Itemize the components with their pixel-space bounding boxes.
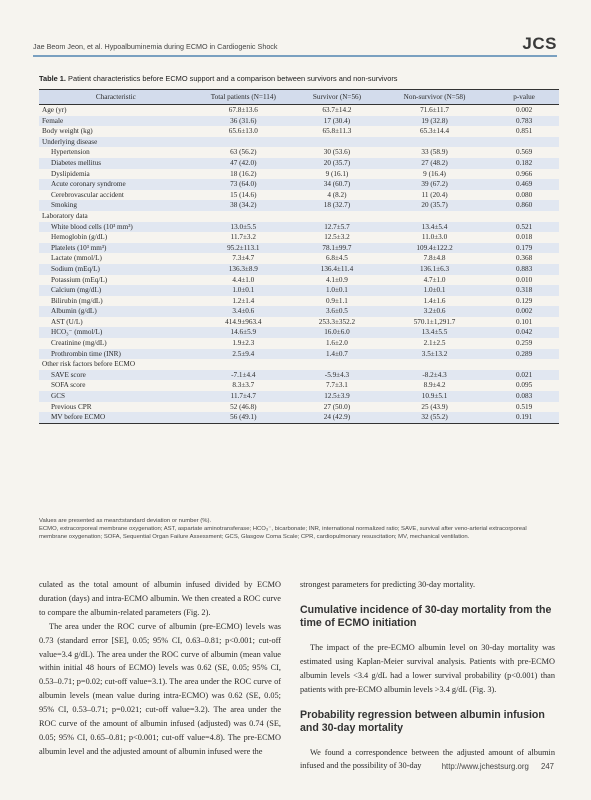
value-cell: 18 (32.7) — [294, 200, 380, 211]
value-cell: -8.2±4.3 — [380, 370, 489, 381]
table-header-row — [39, 90, 559, 105]
value-cell: 0.101 — [516, 317, 533, 326]
characteristic-cell: Lactate (mmol/L) — [51, 254, 102, 263]
running-header — [33, 36, 557, 54]
value-cell: 4.4±1.0 — [232, 275, 255, 284]
body-paragraph: The impact of the pre-ECMO albumin level on 30-day mortality was estimated using Kaplan-Meier survival analysis. Patients with pre-ECMO albumin levels <3.4 g/dL had a lower survival probability (p<0.001) than patients with pre-ECMO albumin levels >3.4 g/dL (Fig. 3). — [300, 642, 555, 694]
value-cell: 63.7±14.2 — [322, 106, 352, 114]
journal-url: http://www.jchestsurg.org — [441, 762, 529, 771]
value-cell — [294, 359, 380, 370]
value-cell: 0.080 — [516, 190, 533, 199]
value-cell: 11.7±4.7 — [193, 391, 294, 402]
table-caption — [39, 74, 559, 83]
value-cell: 11.0±3.0 — [421, 233, 448, 242]
value-cell: 1.2±1.4 — [232, 296, 255, 305]
value-cell: 30 (53.6) — [323, 148, 351, 157]
value-cell: 1.6±2.0 — [325, 339, 348, 348]
characteristic-cell: Age (yr) — [42, 106, 67, 114]
table-row — [39, 169, 559, 180]
value-cell: 0.010 — [516, 275, 533, 284]
characteristic-cell: Sodium (mEq/L) — [39, 264, 193, 275]
body-paragraph: We found a correspondence between the adjusted amount of albumin infused and the possibility of 30-day — [300, 747, 555, 771]
page-number: 247 — [540, 762, 554, 771]
table-row — [39, 190, 559, 201]
value-cell — [294, 211, 380, 222]
value-cell: 25 (43.9) — [421, 402, 448, 411]
value-cell: 73 (64.0) — [193, 179, 294, 190]
value-cell: 0.318 — [489, 285, 559, 296]
value-cell: 0.521 — [489, 222, 559, 233]
characteristic-cell: Calcium (mg/dL) — [39, 285, 193, 296]
characteristic-cell: HCO₃⁻ (mmol/L) — [39, 327, 193, 338]
value-cell: 414.9±963.4 — [225, 317, 262, 326]
characteristic-cell: Potassium (mEq/L) — [51, 275, 108, 284]
value-cell: 0.9±1.1 — [325, 296, 348, 305]
value-cell: 7.7±3.1 — [325, 381, 348, 390]
value-cell: 0.883 — [489, 264, 559, 275]
value-cell: 47 (42.0) — [193, 158, 294, 169]
column-header: Total patients (N=114) — [193, 90, 294, 105]
value-cell: 0.966 — [516, 169, 533, 178]
table-row — [39, 306, 559, 317]
column-header: p-value — [489, 90, 559, 105]
table-row — [39, 232, 559, 243]
characteristic-cell: Creatinine (mg/dL) — [51, 339, 107, 348]
value-cell: 8.3±3.7 — [232, 381, 255, 390]
characteristic-cell: Hemoglobin (g/dL) — [51, 233, 108, 242]
value-cell: 56 (49.1) — [193, 412, 294, 423]
value-cell — [489, 137, 559, 148]
value-cell: 65.6±13.0 — [228, 127, 258, 136]
value-cell: 0.368 — [516, 254, 533, 263]
value-cell: 570.1±1,291.7 — [413, 317, 456, 326]
value-cell: 0.851 — [516, 127, 533, 136]
value-cell: 27 (50.0) — [323, 402, 351, 411]
value-cell: 2.1±2.5 — [423, 339, 446, 348]
table-caption-label: Table 1. — [39, 74, 66, 83]
running-title: Jae Beom Jeon, et al. Hypoalbuminemia during ECMO in Cardiogenic Shock — [33, 42, 278, 51]
table-row — [39, 359, 559, 370]
value-cell: 4 (8.2) — [327, 190, 347, 199]
value-cell: 0.259 — [516, 339, 533, 348]
value-cell: 0.469 — [489, 179, 559, 190]
value-cell: 1.4±1.6 — [423, 296, 446, 305]
value-cell: 0.095 — [516, 381, 533, 390]
body-column-left — [39, 578, 281, 759]
group-label-cell: Other risk factors before ECMO — [42, 360, 136, 369]
table-row — [39, 243, 559, 254]
column-header: Non-survivor (N=58) — [380, 90, 489, 105]
table-caption-text: Patient characteristics before ECMO support and a comparison between survivors and non-survivors — [68, 74, 398, 83]
value-cell: 0.042 — [489, 327, 559, 338]
table-row — [39, 105, 559, 116]
value-cell: 0.179 — [489, 243, 559, 254]
value-cell: 13.0±5.5 — [193, 222, 294, 233]
characteristic-cell: Dyslipidemia — [51, 169, 90, 178]
value-cell: 13.4±5.4 — [380, 222, 489, 233]
characteristic-cell: Bilirubin (mg/dL) — [51, 296, 103, 305]
value-cell: 3.6±0.5 — [294, 306, 380, 317]
value-cell: 52 (46.8) — [230, 402, 257, 411]
table-row — [39, 285, 559, 296]
characteristic-cell: White blood cells (10³ mm³) — [39, 222, 193, 233]
table-row — [39, 264, 559, 275]
table-row — [39, 147, 559, 158]
table-row — [39, 158, 559, 169]
value-cell: 12.5±3.2 — [324, 233, 350, 242]
characteristic-cell: Diabetes mellitus — [39, 158, 193, 169]
table-row — [39, 253, 559, 264]
value-cell: -7.1±4.4 — [193, 370, 294, 381]
characteristic-cell: Prothrombin time (INR) — [39, 349, 193, 360]
value-cell: 15 (14.6) — [230, 190, 257, 199]
value-cell: 0.860 — [489, 200, 559, 211]
value-cell: 13.4±5.5 — [380, 327, 489, 338]
value-cell: 109.4±122.2 — [380, 243, 489, 254]
value-cell: 0.289 — [489, 349, 559, 360]
table-row — [39, 402, 559, 413]
value-cell: 19 (32.8) — [380, 116, 489, 127]
value-cell: 65.3±14.4 — [420, 127, 450, 136]
value-cell — [489, 211, 559, 222]
value-cell: 10.9±5.1 — [380, 391, 489, 402]
value-cell: 34 (60.7) — [294, 179, 380, 190]
value-cell: 11.7±3.2 — [230, 233, 256, 242]
value-cell — [380, 359, 489, 370]
value-cell: 16.0±6.0 — [294, 327, 380, 338]
value-cell: 38 (34.2) — [193, 200, 294, 211]
table-row — [39, 126, 559, 137]
table-row — [39, 275, 559, 286]
value-cell — [380, 137, 489, 148]
value-cell: 136.3±8.9 — [193, 264, 294, 275]
table-row — [39, 317, 559, 328]
value-cell: 1.0±0.1 — [380, 285, 489, 296]
table-row — [39, 179, 559, 190]
characteristic-cell: Previous CPR — [51, 402, 92, 411]
value-cell: 0.021 — [489, 370, 559, 381]
page-footer — [394, 762, 554, 771]
table-abbreviations: ECMO, extracorporeal membrane oxygenation; AST, aspartate aminotransferase; HCO₃⁻, bicarbonate; INR, international normalized ratio; SAVE, survival after veno-arterial extracorporeal membrane oxygenation; SOFA, Sequential Organ Failure Assessment; GCS, Glasgow Coma Scale; CPR, cardiopulmonary resuscitation; MV, mechanical ventilation. — [39, 526, 527, 541]
value-cell — [193, 137, 294, 148]
value-cell: 0.002 — [516, 106, 533, 114]
group-label-cell: Laboratory data — [42, 211, 88, 220]
value-cell — [380, 211, 489, 222]
value-cell: 6.8±4.5 — [325, 254, 348, 263]
value-cell: 1.4±0.7 — [294, 349, 380, 360]
value-cell: 24 (42.9) — [294, 412, 380, 423]
characteristic-cell: AST (U/L) — [51, 317, 83, 326]
characteristic-cell: Smoking — [39, 200, 193, 211]
table-row — [39, 211, 559, 222]
characteristic-cell: SAVE score — [39, 370, 193, 381]
table-row — [39, 349, 559, 360]
value-cell: 0.519 — [516, 402, 533, 411]
body-paragraph: culated as the total amount of albumin infused divided by ECMO duration (days) and intra-ECMO albumin. We then created a ROC curve to compare the albumin-related parameters (Fig. 2). — [39, 580, 281, 617]
value-cell: 0.182 — [489, 158, 559, 169]
value-cell: 3.4±0.6 — [193, 306, 294, 317]
table-row — [39, 327, 559, 338]
value-cell: 7.3±4.7 — [232, 254, 255, 263]
characteristic-cell: Platelets (10³ mm³) — [39, 243, 193, 254]
table-body — [39, 105, 559, 424]
characteristic-cell: Acute coronary syndrome — [39, 179, 193, 190]
value-cell: 0.129 — [516, 296, 533, 305]
value-cell: 63 (56.2) — [230, 148, 257, 157]
value-cell: 71.6±11.7 — [420, 106, 449, 114]
value-cell: -5.9±4.3 — [294, 370, 380, 381]
table-row — [39, 391, 559, 402]
characteristic-cell: MV before ECMO — [39, 412, 193, 423]
table-row — [39, 137, 559, 148]
value-cell: 12.7±5.7 — [294, 222, 380, 233]
characteristic-cell: Albumin (g/dL) — [39, 306, 193, 317]
characteristic-cell: Female — [39, 116, 193, 127]
table-row — [39, 200, 559, 211]
column-header: Survivor (N=56) — [294, 90, 380, 105]
value-cell: 0.002 — [489, 306, 559, 317]
value-cell: 9 (16.4) — [423, 169, 446, 178]
value-cell: 136.1±6.3 — [380, 264, 489, 275]
table-row — [39, 338, 559, 349]
table-row — [39, 296, 559, 307]
value-cell: 1.0±0.1 — [193, 285, 294, 296]
journal-logo: JCS — [522, 34, 557, 53]
value-cell: 12.5±3.9 — [294, 391, 380, 402]
table-row — [39, 370, 559, 381]
patient-characteristics-table — [39, 89, 559, 424]
value-cell: 4.7±1.0 — [423, 275, 446, 284]
characteristic-cell: Cerebrovascular accident — [51, 190, 124, 199]
value-cell: 20 (35.7) — [294, 158, 380, 169]
value-cell: 20 (35.7) — [380, 200, 489, 211]
value-cell: 1.0±0.1 — [294, 285, 380, 296]
group-label-cell: Underlying disease — [39, 137, 193, 148]
value-cell: 67.8±13.6 — [228, 106, 258, 114]
value-cell: 0.783 — [489, 116, 559, 127]
value-cell: 39 (67.2) — [380, 179, 489, 190]
value-cell: 136.4±11.4 — [294, 264, 380, 275]
characteristic-cell: GCS — [39, 391, 193, 402]
table-row — [39, 412, 559, 423]
value-cell: 14.6±5.9 — [193, 327, 294, 338]
characteristic-cell: Hypertension — [51, 148, 90, 157]
value-cell: 18 (16.2) — [230, 169, 257, 178]
value-cell — [294, 137, 380, 148]
value-cell — [193, 359, 294, 370]
value-cell: 27 (48.2) — [380, 158, 489, 169]
value-cell: 7.8±4.8 — [423, 254, 446, 263]
value-cell: 2.5±9.4 — [193, 349, 294, 360]
body-paragraph: strongest parameters for predicting 30-day mortality. — [300, 580, 476, 589]
value-cell: 36 (31.6) — [193, 116, 294, 127]
characteristic-cell: SOFA score — [51, 381, 86, 390]
table-row — [39, 380, 559, 391]
value-cell: 78.1±99.7 — [294, 243, 380, 254]
value-cell: 1.9±2.3 — [232, 339, 255, 348]
section-heading: Probability regression between albumin infusion and 30-day mortality — [300, 708, 545, 734]
value-cell: 9 (16.1) — [325, 169, 349, 178]
table-footnotes — [39, 517, 555, 542]
value-cell — [489, 359, 559, 370]
section-heading: Cumulative incidence of 30-day mortality from the time of ECMO initiation — [300, 603, 552, 629]
value-cell: 32 (55.2) — [380, 412, 489, 423]
header-divider — [33, 55, 557, 57]
table-row — [39, 222, 559, 233]
table-footnote: Values are presented as mean±standard deviation or number (%). — [39, 518, 212, 524]
value-cell: 0.018 — [516, 233, 533, 242]
body-column-right — [300, 578, 555, 773]
value-cell: 3.2±0.6 — [380, 306, 489, 317]
value-cell: 17 (30.4) — [294, 116, 380, 127]
value-cell — [193, 211, 294, 222]
table-row — [39, 116, 559, 127]
value-cell: 11 (20.4) — [421, 190, 448, 199]
value-cell: 0.083 — [489, 391, 559, 402]
value-cell: 33 (58.9) — [421, 148, 448, 157]
value-cell: 0.569 — [516, 148, 533, 157]
value-cell: 0.191 — [489, 412, 559, 423]
value-cell: 4.1±0.9 — [325, 275, 348, 284]
value-cell: 95.2±113.1 — [193, 243, 294, 254]
value-cell: 253.3±352.2 — [318, 317, 356, 326]
value-cell: 3.5±13.2 — [380, 349, 489, 360]
value-cell: 65.8±11.3 — [322, 127, 352, 136]
body-paragraph: The area under the ROC curve of albumin (pre-ECMO) levels was 0.73 (standard error [SE], 0.05; 95% CI, 0.63–0.81; p<0.001; cut-off value=3.4 g/dL). The area under the ROC curve of albumin (mean value within initial 48 hours of ECMO) levels was 0.62 (SE, 0.05; 95% CI, 0.53–0.71; p=0.02; cut-off value=3.1). The area under the ROC curve of albumin levels (mean value during intra-ECMO) was 0.62 (SE, 0.05; 95% CI, 0.53–0.71; p=0.021; cut-off value=3.2). The area under the ROC curve of the amount of albumin infused (adjusted) was 0.74 (SE, 0.05; 95% CI, 0.65–0.81; p<0.001; cut-off value=4.8). The pre-ECMO albumin level and the adjusted amount of albumin infused were the — [39, 621, 281, 756]
characteristic-cell: Body weight (kg) — [42, 127, 93, 136]
column-header: Characteristic — [39, 90, 193, 105]
value-cell: 8.9±4.2 — [423, 381, 446, 390]
